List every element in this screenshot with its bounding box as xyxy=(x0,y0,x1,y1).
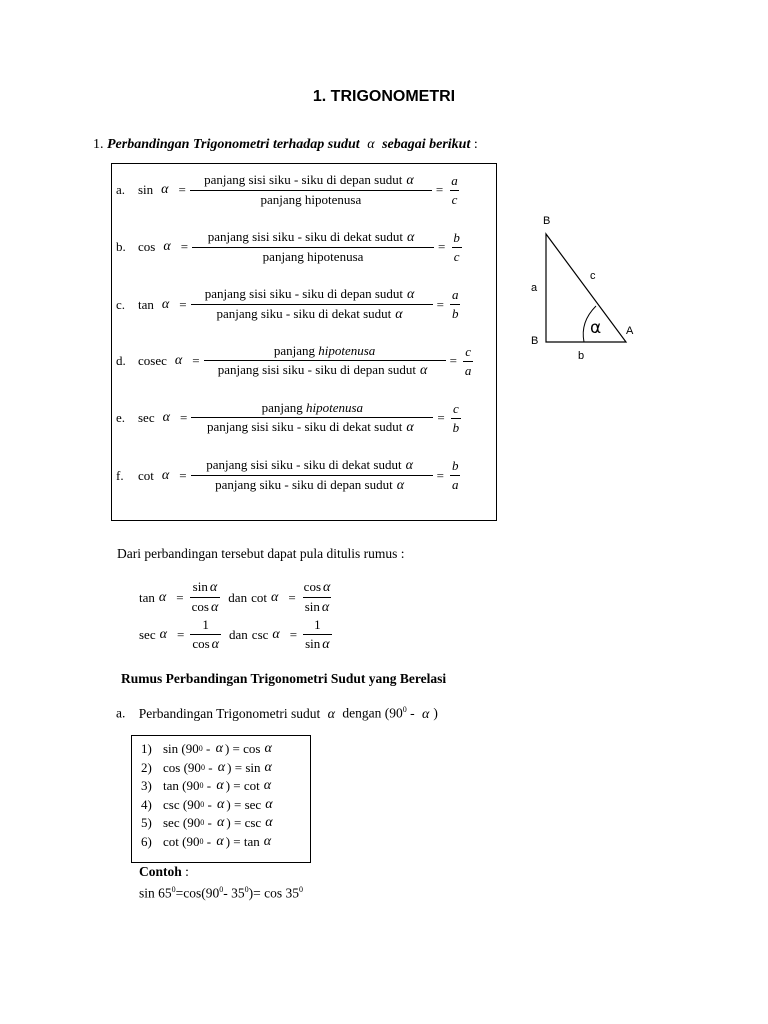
section-1-heading: 1. Perbandingan Trigonometri terhadap sudut α sebagai berikut : xyxy=(93,137,478,152)
relasi-item: 1) sin (90 0 - α ) = cos α xyxy=(141,741,272,756)
contoh-block: Contoh : $\sin 65^0=\cos(90^0-$ $35^0)= \cos 35^0$ xyxy=(139,864,303,901)
ratio-function: tan xyxy=(138,296,154,312)
section-1-text: Perbandingan Trigonometri terhadap sudut xyxy=(107,137,360,152)
side-label-a: a xyxy=(531,282,538,294)
ratio-result: $\frac{a}{c}$ xyxy=(451,172,458,207)
ratio-function: cos xyxy=(138,239,156,254)
side-label-b: b xyxy=(578,350,585,362)
ratio-function: sec xyxy=(138,410,155,425)
section-heading-relasi: Rumus Perbandingan Trigonometri Sudut yang Berelasi xyxy=(121,671,447,686)
ratio-row: a. sin α = $\frac{\text{panjang sisi siku - siku di depan sudut α}}{\text{panjang hipotenusa}}$ = $\frac{a}{c}$ xyxy=(116,172,458,207)
ratio-row: e. sec α = $\frac{\text{panjang hipotenusa}}{\text{panjang sisi siku - siku di dekat sudut α}}$ = $\frac{c}{b}$ xyxy=(116,400,460,435)
ratio-row: d. cosec α = $\frac{\text{panjang hipotenusa}}{\text{panjang sisi siku - siku di depan sudut α}}$ = $\frac{c}{a}$ xyxy=(116,343,472,378)
ratio-function: cot xyxy=(138,467,154,483)
ratio-fraction: $\frac{\text{panjang sisi siku - siku di depan sudut α}}{\text{panjang siku - siku di dekat sudut α}}$ xyxy=(193,286,431,323)
rumus-sec-csc: sec α = $\frac{1}{\text{cos α}}$ dan csc α = $\frac{1}{\text{sin α}}$ xyxy=(139,617,330,652)
dari-text: Dari perbandingan tersebut dapat pula ditulis rumus : xyxy=(117,546,405,561)
relasi-item: 3) tan (90 0 - α ) = cot α xyxy=(141,778,272,793)
ratio-result: $\frac{c}{a}$ xyxy=(464,343,472,378)
side-label-c: c xyxy=(590,270,596,282)
ratio-fraction: $\frac{\text{panjang sisi siku - siku di depan sudut α}}{\text{panjang hipotenusa}}$ xyxy=(192,172,430,208)
ratio-label: c. xyxy=(116,296,126,312)
vertex-label-top: B xyxy=(543,215,551,227)
ratio-label: d. xyxy=(116,353,126,368)
ratio-row: c. tan α = $\frac{\text{panjang sisi siku - siku di depan sudut α}}{\text{panjang siku - siku di dekat sudut α}}$ = $\frac{a}{b}$ xyxy=(116,286,459,322)
ratio-label: b. xyxy=(116,239,126,254)
triangle-shape xyxy=(546,234,626,342)
contoh-example: $\sin 65^0=\cos(90^0-$ $35^0)= \cos 35^0$ xyxy=(139,885,303,901)
ratio-result: $\frac{c}{b}$ xyxy=(452,400,460,435)
relasi-item: 6) cot (90 0 - α ) = tan α xyxy=(141,833,272,849)
ratio-label: a. xyxy=(116,182,126,197)
relasi-list xyxy=(141,740,277,851)
page-title: 1. TRIGONOMETRI xyxy=(312,88,456,105)
ratio-label: e. xyxy=(116,410,126,425)
ratio-function: sin xyxy=(138,182,154,197)
item-a-heading: a. Perbandingan Trigonometri sudut α dengan ($90^0$ - α ) xyxy=(116,705,438,722)
relasi-item: 5) sec (90 0 - α ) = csc α xyxy=(141,815,273,830)
ratio-fraction: $\frac{\text{panjang sisi siku - siku di dekat sudut α}}{\text{panjang siku - siku di depan sudut α}}$ xyxy=(193,457,431,494)
cot-fraction: $\frac{\text{cos α}}{\text{sin α}}$ xyxy=(303,579,331,615)
contoh-label: Contoh xyxy=(139,864,182,879)
alpha-symbol: α xyxy=(367,137,375,152)
ratio-function: cosec xyxy=(138,353,167,368)
ratio-row: f. cot α = $\frac{\text{panjang sisi siku - siku di dekat sudut α}}{\text{panjang siku - siku di depan sudut α}}$ = $\frac{b}{a}$ xyxy=(116,457,459,493)
ratio-result: $\frac{a}{b}$ xyxy=(451,287,459,321)
ratio-result: $\frac{b}{c}$ xyxy=(453,229,460,264)
ratio-result: $\frac{b}{a}$ xyxy=(451,458,459,492)
tan-fraction: $\frac{\text{sin α}}{\text{cos α}}$ xyxy=(191,579,219,615)
ratio-fraction: $\frac{\text{panjang sisi siku - siku di dekat sudut α}}{\text{panjang hipotenusa}}$ xyxy=(194,229,432,265)
sec-fraction: $\frac{1}{\text{cos α}}$ xyxy=(192,617,220,652)
rumus-tan-cot: tan α = $\frac{\text{sin α}}{\text{cos α}}$ dan cot α = $\frac{\text{cos α}}{\text{sin α}}$ xyxy=(139,579,331,615)
relasi-item: 4) csc (90 0 - α ) = sec α xyxy=(141,796,273,812)
ratio-label: f. xyxy=(116,467,124,483)
ratio-fraction: $\frac{\text{panjang hipotenusa}}{\text{panjang sisi siku - siku di dekat sudut α}}$ xyxy=(193,400,431,436)
vertex-label-bottom-left: B xyxy=(531,335,539,347)
relasi-item: 2) cos (90 0 - α ) = sin α xyxy=(141,759,272,775)
csc-fraction: $\frac{1}{\text{sin α}}$ xyxy=(305,617,330,652)
angle-alpha-label: α xyxy=(590,318,602,338)
ratio-row: b. cos α = $\frac{\text{panjang sisi siku - siku di dekat sudut α}}{\text{panjang hipotenusa}}$ = $\frac{b}{c}$ xyxy=(116,229,460,264)
ratio-fraction: $\frac{\text{panjang hipotenusa}}{\text{panjang sisi siku - siku di depan sudut α}}$ xyxy=(206,343,444,379)
vertex-label-right: A xyxy=(626,325,634,337)
right-triangle-diagram xyxy=(520,210,650,370)
